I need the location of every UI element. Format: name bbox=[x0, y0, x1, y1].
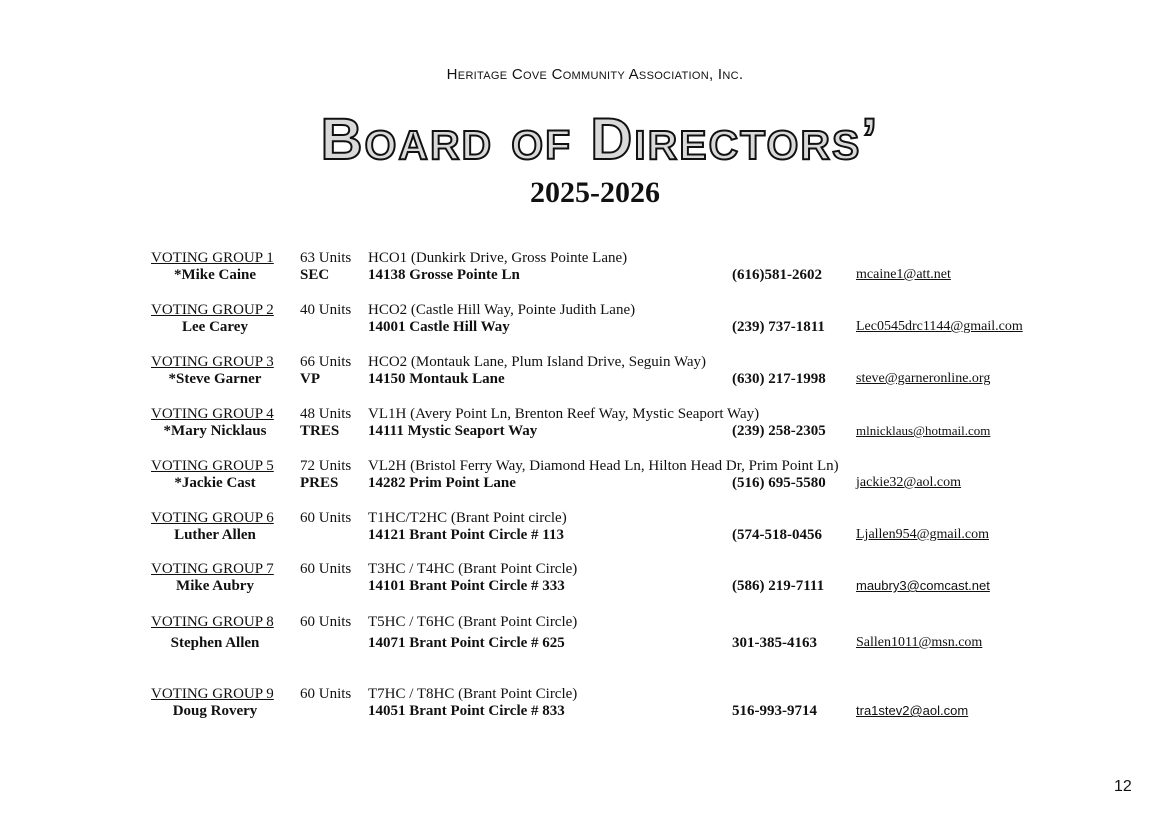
unit-count: 66 Units bbox=[300, 354, 352, 370]
group-label: VOTING GROUP 8 bbox=[151, 614, 274, 630]
group-label: VOTING GROUP 1 bbox=[151, 250, 274, 266]
director-email[interactable]: steve@garneronline.org bbox=[856, 371, 991, 386]
director-address: 14051 Brant Point Circle # 833 bbox=[368, 703, 565, 719]
director-phone: (586) 219-7111 bbox=[732, 578, 825, 594]
director-name: Mike Aubry bbox=[176, 578, 254, 594]
voting-group-row bbox=[0, 405, 1169, 445]
director-phone: 516-993-9714 bbox=[732, 703, 817, 719]
area-description: T7HC / T8HC (Brant Point Circle) bbox=[368, 686, 578, 702]
area-description: T3HC / T4HC (Brant Point Circle) bbox=[368, 561, 578, 577]
area-description: HCO2 (Castle Hill Way, Pointe Judith Lane) bbox=[368, 302, 636, 318]
voting-group-row bbox=[0, 249, 1169, 289]
director-email[interactable]: mlnicklaus@hotmail.com bbox=[856, 423, 991, 438]
director-address: 14111 Mystic Seaport Way bbox=[368, 423, 538, 439]
officer-role: VP bbox=[300, 371, 320, 387]
area-description: VL2H (Bristol Ferry Way, Diamond Head Ln, Hilton Head Dr, Prim Point Ln) bbox=[368, 458, 839, 474]
director-phone: (630) 217-1998 bbox=[732, 371, 826, 387]
group-label: VOTING GROUP 5 bbox=[151, 458, 274, 474]
unit-count: 60 Units bbox=[300, 561, 352, 577]
group-label: VOTING GROUP 9 bbox=[151, 686, 274, 702]
director-address: 14071 Brant Point Circle # 625 bbox=[368, 635, 565, 651]
group-label: VOTING GROUP 2 bbox=[151, 302, 274, 318]
group-label: VOTING GROUP 3 bbox=[151, 354, 274, 370]
director-phone: (239) 737-1811 bbox=[732, 319, 825, 335]
group-label: VOTING GROUP 7 bbox=[151, 561, 274, 577]
unit-count: 60 Units bbox=[300, 510, 352, 526]
voting-group-row bbox=[0, 457, 1169, 497]
unit-count: 48 Units bbox=[300, 406, 352, 422]
director-phone: (239) 258-2305 bbox=[732, 423, 826, 439]
officer-role: TRES bbox=[300, 423, 340, 439]
director-name: Luther Allen bbox=[174, 527, 256, 543]
director-address: 14138 Grosse Pointe Ln bbox=[368, 267, 520, 283]
director-name: *Mary Nicklaus bbox=[163, 423, 267, 439]
director-name: *Mike Caine bbox=[173, 267, 257, 283]
area-description: T5HC / T6HC (Brant Point Circle) bbox=[368, 614, 578, 630]
director-email[interactable]: Sallen1011@msn.com bbox=[856, 635, 983, 650]
director-email[interactable]: maubry3@comcast.net bbox=[856, 578, 990, 593]
unit-count: 63 Units bbox=[300, 250, 352, 266]
director-name: Doug Rovery bbox=[172, 703, 258, 719]
area-description: T1HC/T2HC (Brant Point circle) bbox=[368, 510, 567, 526]
director-phone: (574-518-0456 bbox=[732, 527, 822, 543]
director-phone: (616)581-2602 bbox=[732, 267, 822, 283]
director-name: *Steve Garner bbox=[168, 371, 262, 387]
voting-group-row bbox=[0, 560, 1169, 600]
group-label: VOTING GROUP 6 bbox=[151, 510, 274, 526]
director-address: 14150 Montauk Lane bbox=[368, 371, 505, 387]
director-phone: 301-385-4163 bbox=[732, 635, 817, 651]
page-title: Board of Directors’ bbox=[320, 107, 880, 172]
director-address: 14001 Castle Hill Way bbox=[368, 319, 510, 335]
director-email[interactable]: mcaine1@att.net bbox=[856, 267, 951, 282]
organization-name: Heritage Cove Community Association, Inc. bbox=[446, 66, 744, 83]
area-description: HCO1 (Dunkirk Drive, Gross Pointe Lane) bbox=[368, 250, 628, 266]
director-name: Lee Carey bbox=[182, 319, 248, 335]
voting-group-row bbox=[0, 301, 1169, 341]
voting-group-row bbox=[0, 509, 1169, 549]
director-email[interactable]: tra1stev2@aol.com bbox=[856, 703, 969, 718]
group-label: VOTING GROUP 4 bbox=[151, 406, 274, 422]
unit-count: 60 Units bbox=[300, 686, 352, 702]
area-description: VL1H (Avery Point Ln, Brenton Reef Way, Mystic Seaport Way) bbox=[368, 406, 760, 422]
director-address: 14101 Brant Point Circle # 333 bbox=[368, 578, 565, 594]
voting-group-row bbox=[0, 613, 1169, 653]
unit-count: 40 Units bbox=[300, 302, 352, 318]
officer-role: SEC bbox=[300, 267, 330, 283]
director-name: *Jackie Cast bbox=[174, 475, 256, 491]
director-email[interactable]: Lec0545drc1144@gmail.com bbox=[856, 319, 1023, 334]
director-email[interactable]: Ljallen954@gmail.com bbox=[856, 527, 990, 542]
page-number: 12 bbox=[1114, 778, 1132, 795]
voting-group-row bbox=[0, 353, 1169, 393]
area-description: HCO2 (Montauk Lane, Plum Island Drive, Seguin Way) bbox=[368, 354, 707, 370]
director-phone: (516) 695-5580 bbox=[732, 475, 826, 491]
director-address: 14282 Prim Point Lane bbox=[368, 475, 516, 491]
director-address: 14121 Brant Point Circle # 113 bbox=[368, 527, 564, 543]
voting-group-row bbox=[0, 685, 1169, 725]
director-email[interactable]: jackie32@aol.com bbox=[856, 475, 962, 490]
director-name: Stephen Allen bbox=[170, 635, 260, 651]
unit-count: 60 Units bbox=[300, 614, 352, 630]
unit-count: 72 Units bbox=[300, 458, 352, 474]
term-years: 2025-2026 bbox=[530, 176, 660, 209]
officer-role: PRES bbox=[300, 475, 339, 491]
